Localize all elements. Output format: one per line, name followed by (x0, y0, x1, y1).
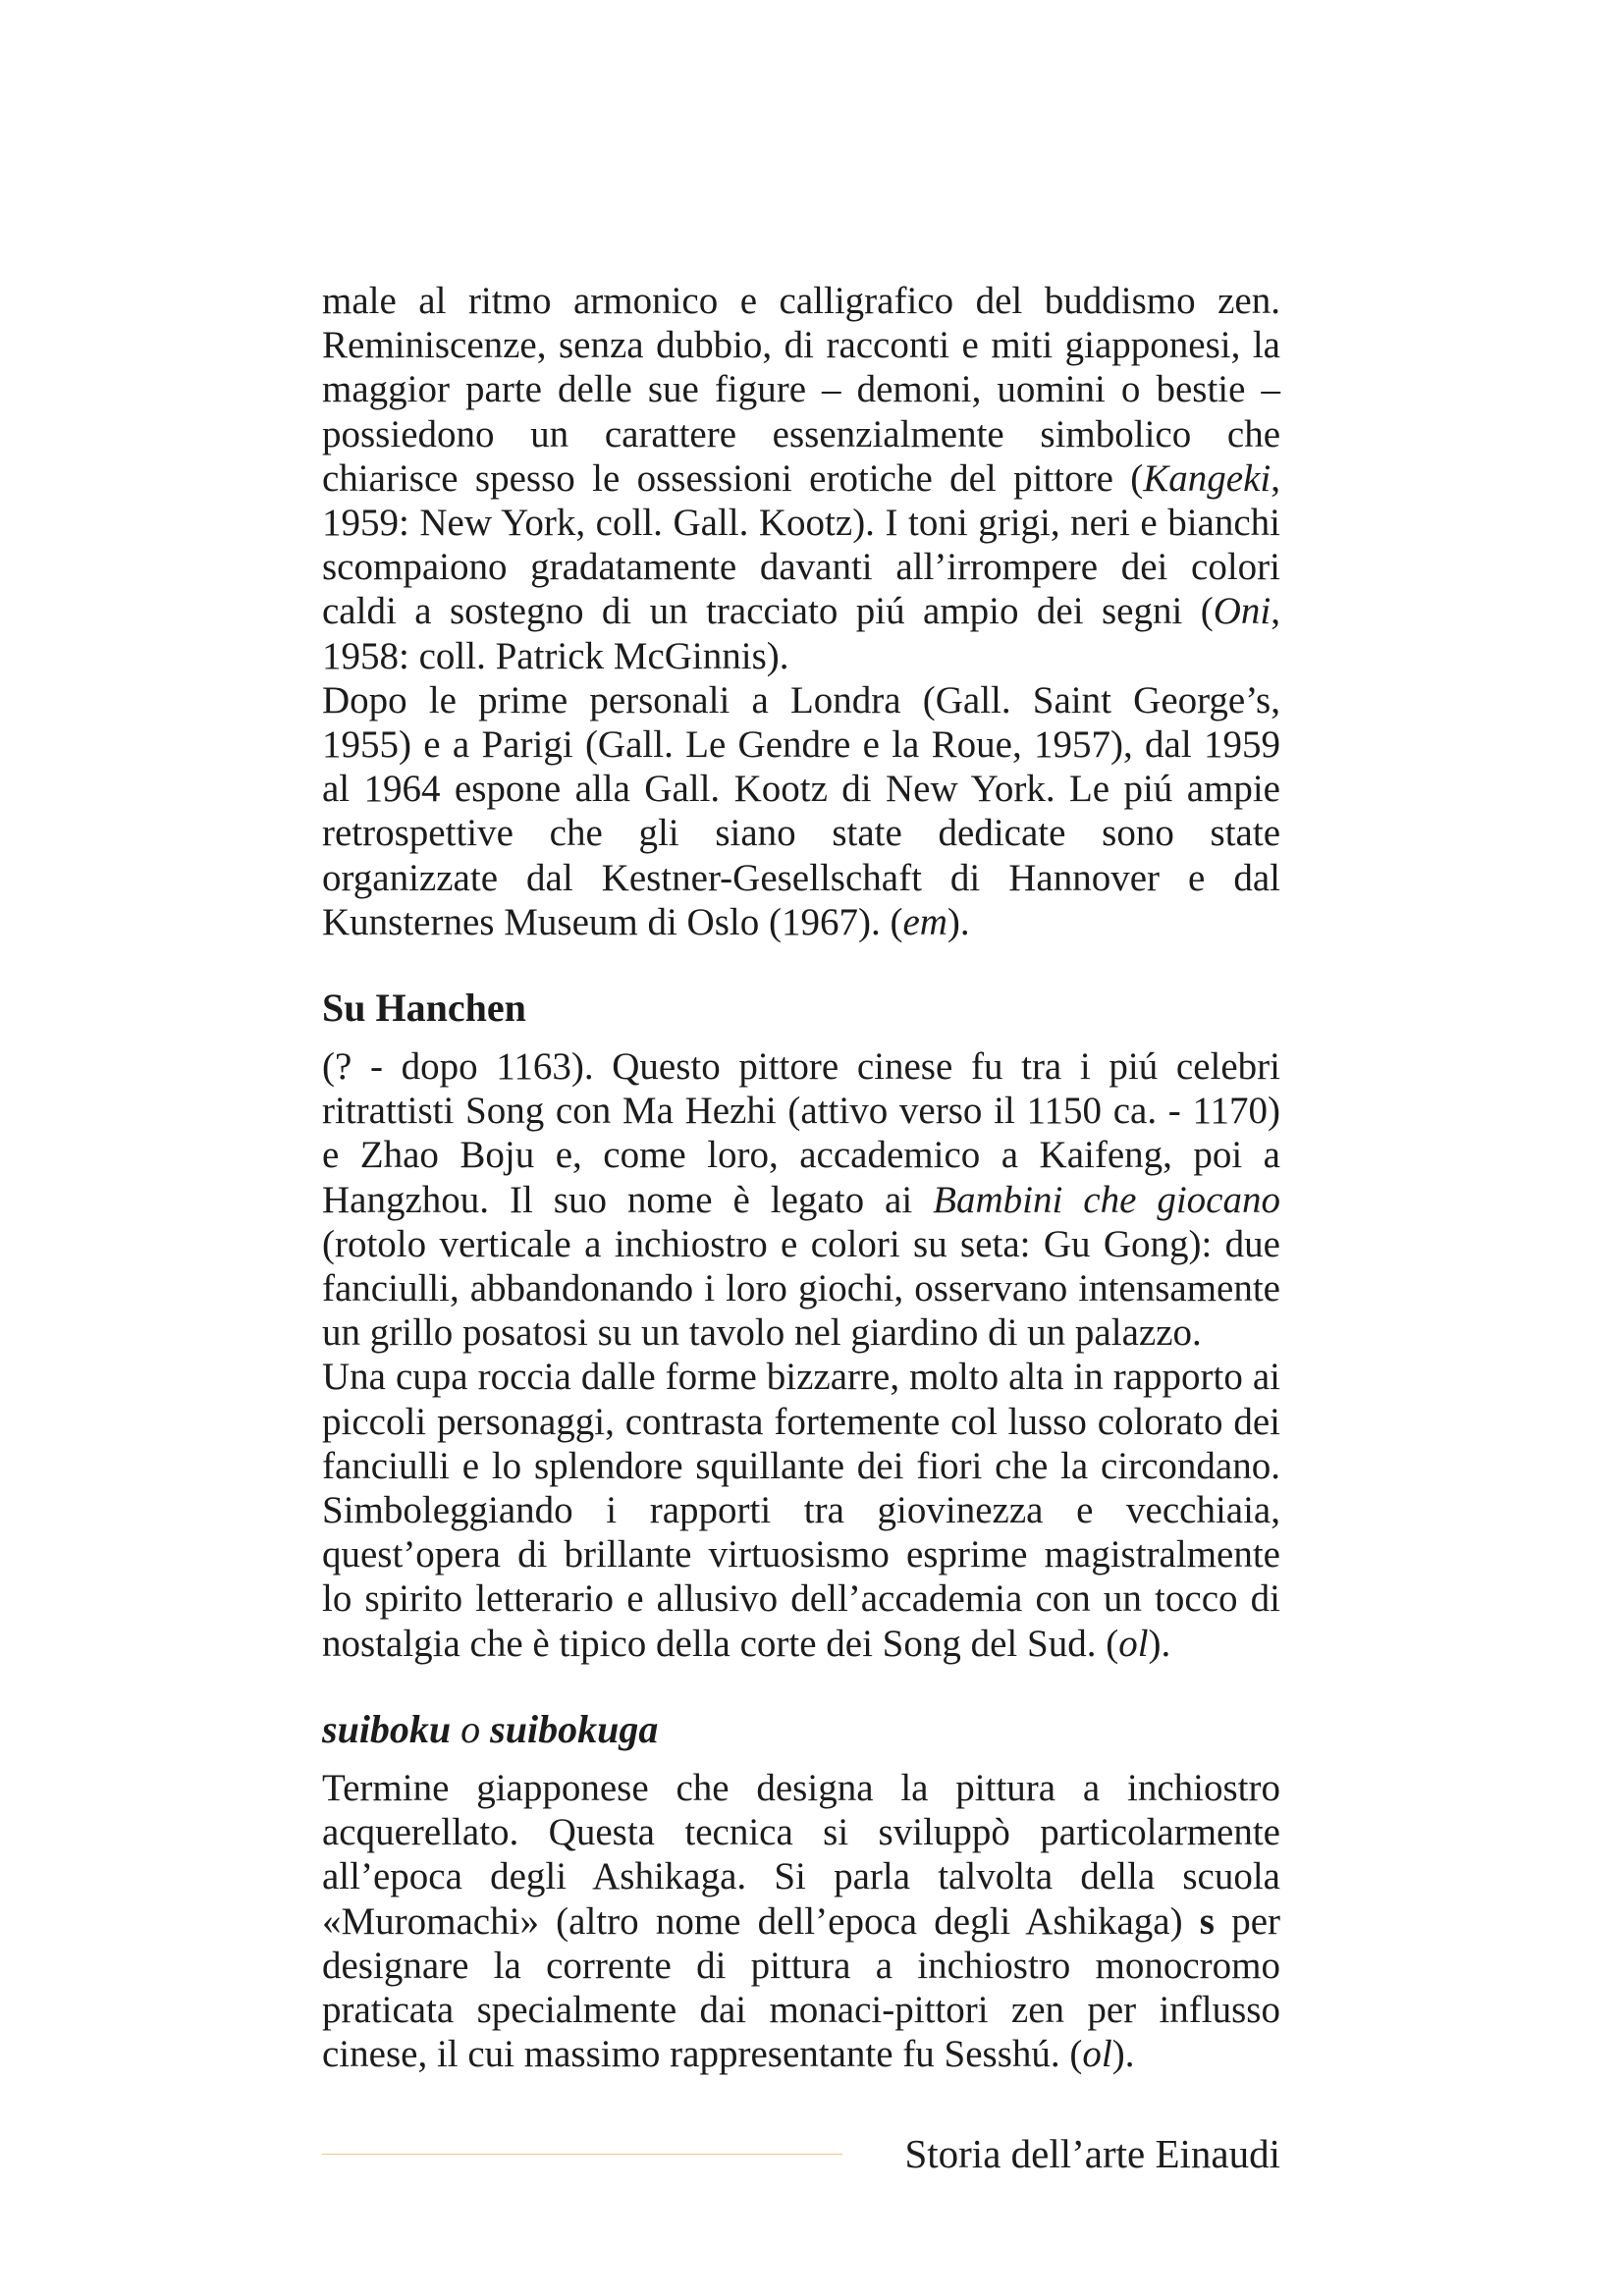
text-run: (rotolo verticale a inchiostro e colori su seta: Gu Gong): due fanciulli, abbandonando i loro giochi, osservano intensamente un grillo posatosi su un tavolo nel giardino di un palazzo. (322, 1222, 1280, 1355)
italic-text: Bambini che giocano (933, 1178, 1280, 1221)
footer-rule (322, 2154, 842, 2155)
entry-heading-su-hanchen: Su Hanchen (322, 986, 526, 1031)
text-run: ). (1111, 2033, 1135, 2076)
italic-text: ol (1118, 1622, 1149, 1665)
entry-paragraph (322, 1355, 1280, 1665)
italic-text: Kangeki (1143, 456, 1271, 500)
heading-term: suiboku (322, 1706, 452, 1751)
bold-text: s (1199, 1899, 1215, 1943)
entry-paragraph (322, 1044, 1280, 1355)
footer-title: Storia dell’arte Einaudi (904, 2131, 1280, 2176)
text-run: Dopo le prime personali a Londra (Gall. Saint George’s, 1955) e a Parigi (Gall. Le Gendre e la Roue, 1957), dal 1959 al 1964 espone alla Gall. Kootz di New York. Le piú ampie retrospettive che gli siano state dedicate sono state organizzate dal Kestner-Gesellschaft di Hannover e dal Kunsternes Museum di Oslo (1967). ( (322, 678, 1280, 943)
body-paragraph (322, 678, 1280, 944)
heading-term-alt: suibokuga (490, 1706, 659, 1751)
text-run: ). (1148, 1622, 1171, 1665)
text-run: (? - dopo 1163). Questo pittore cinese fu tra i piú celebri ritrattisti Song con Ma Hezhi (attivo verso il 1150 ca. - 1170) e Zhao Boju e, come loro, accademico a Kaifeng, poi a Hangzhou. Il suo nome è legato ai (322, 1045, 1280, 1221)
text-run: male al ritmo armonico e calligrafico del buddismo zen. Reminiscenze, senza dubbio, di racconti e miti giapponesi, la maggior parte delle sue figure – demoni, uomini o bestie – possiedono un carattere essenzialmente simbolico che chiarisce spesso le ossessioni erotiche del pittore ( (322, 280, 1280, 500)
text-run: ). (947, 900, 970, 943)
italic-text: em (902, 900, 947, 943)
entry-heading-suiboku (322, 1705, 1280, 1754)
page-footer (322, 2126, 1280, 2185)
document-page (322, 279, 1280, 2076)
text-run: , 1958: coll. Patrick McGinnis). (322, 590, 1280, 677)
text-run: Termine giapponese che designa la pittura a inchiostro acquerellato. Questa tecnica si sviluppò particolarmente all’epoca degli Ashikaga. Si parla talvolta della scuola «Muromachi» (altro nome dell’epoca degli Ashikaga) (322, 1766, 1280, 1943)
text-run: , 1959: New York, coll. Gall. Kootz). I toni grigi, neri e bianchi scompaiono gradatamente davanti all’irrompere dei colori caldi a sostegno di un tracciato piú ampio dei segni ( (322, 456, 1280, 633)
text-run: Una cupa roccia dalle forme bizzarre, molto alta in rapporto ai piccoli personaggi, contrasta fortemente col lusso colorato dei fanciulli e lo splendore squillante dei fiori che la circondano. Simboleggiando i rapporti tra giovinezza e vecchiaia, quest’opera di brillante virtuosismo esprime magistralmente lo spirito letterario e allusivo dell’accademia con un tocco di nostalgia che è tipico della corte dei Song del Sud. ( (322, 1356, 1280, 1665)
italic-text: Oni (1213, 590, 1271, 633)
heading-conjunction: o (460, 1706, 481, 1751)
body-paragraph (322, 279, 1280, 678)
italic-text: ol (1082, 2033, 1112, 2076)
entry-paragraph (322, 1766, 1280, 2076)
text-run: per designare la corrente di pittura a inchiostro monocromo praticata specialmente dai monaci-pittori zen per influsso cinese, il cui massimo rappresentante fu Sesshú. ( (322, 1899, 1280, 2076)
